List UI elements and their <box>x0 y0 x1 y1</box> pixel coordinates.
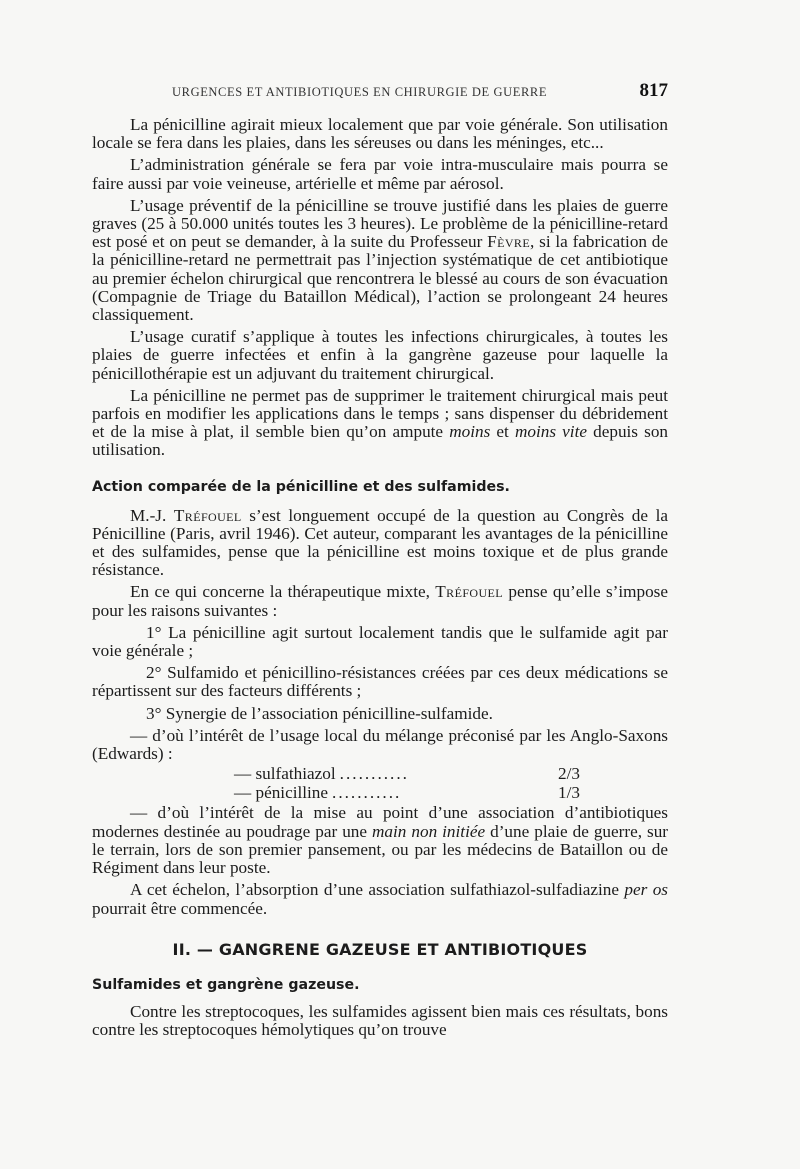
paragraph-powdering <box>92 804 668 877</box>
mixture-row <box>234 784 604 803</box>
text-run: et <box>496 422 509 442</box>
text-run: — d’où l’intérêt de la mise au point d’une association d’antibiotiques modernes destinée au poudrage par une <box>92 803 668 841</box>
paragraph-curative-use: L’usage curatif s’applique à toutes les infections chirurgicales, à toutes les plaies de guerre infectées et enfin à la gangrène gazeuse pour laquelle la pénicillothérapie est un adjuvant du traitement chirurgical. <box>92 327 668 383</box>
italic-text: per os <box>624 880 668 900</box>
subheading-action: Action comparée de la pénicilline et des sulfamides. <box>92 478 510 495</box>
page-number: 817 <box>639 80 668 101</box>
leader-dots: ........... <box>332 783 402 802</box>
mixture-value: 1/3 <box>558 782 580 802</box>
text-run: En ce qui concerne la thérapeutique mixte, <box>130 582 430 602</box>
text-run: pourrait être commencée. <box>92 898 268 918</box>
paragraph-mixed-therapy <box>92 583 668 619</box>
text-run: pense qu’elle s’impose pour les raisons suivantes : <box>92 582 669 620</box>
author-name: Tréfouel <box>435 582 503 602</box>
italic-text: main non initiée <box>372 821 486 841</box>
page-header <box>172 80 668 102</box>
text-run: M.-J. <box>130 505 167 525</box>
leader-dots: ........... <box>339 765 409 784</box>
text-run: , si la fabrication de la pénicilline-retard ne permettrait pas l’injection systématique de cet antibiotique au premier échelon chirurgical que rencontrera le blessé au cours de son évacuation (Compagnie de Triage du Bataillon Médical), l’action se prolongeant 24 heures classiquement. <box>92 232 669 325</box>
text-run: A cet échelon, l’absorption d’une association sulfathiazol-sulfadiazine <box>130 880 620 900</box>
paragraph-oral-absorption <box>92 881 668 917</box>
list-item: 3° Synergie de l’association pénicilline-sulfamide. <box>146 703 493 723</box>
italic-text: moins vite <box>514 422 587 442</box>
paragraph-local-mixture: — d’où l’intérêt de l’usage local du mélange préconisé par les Anglo-Saxons (Edwards) : <box>92 725 668 764</box>
paragraph-trefouel <box>92 507 668 580</box>
mixture-name: — pénicilline <box>234 782 329 802</box>
author-name: Tréfouel <box>173 505 242 525</box>
author-name: Fèvre <box>487 232 531 252</box>
paragraph-streptococci: Contre les streptocoques, les sulfamides agissent bien mais ces résultats, bons contre les streptocoques hémolytiques qu’on trouve <box>92 1001 668 1039</box>
mixture-row <box>234 765 604 784</box>
paragraph-local-use: La pénicilline agirait mieux localement que par voie générale. Son utilisation locale se fera dans les plaies, dans les séreuses ou dans les méninges, etc... <box>92 115 668 153</box>
text-run: L’usage préventif de la pénicilline se trouve justifié dans les plaies de guerre graves (25 à 50.000 unités toutes les 3 heures). Le problème de la pénicilline-retard est posé et on peut se demander, à la suite du Professeur <box>92 195 668 252</box>
mixture-value: 2/3 <box>558 764 580 784</box>
text-run: d’une plaie de guerre, sur le terrain, lors de son premier pansement, ou par les médecins de Bataillon ou de Régiment dans leur poste. <box>92 821 669 878</box>
subheading-sulfamides: Sulfamides et gangrène gazeuse. <box>92 976 360 993</box>
text-run: s’est longuement occupé de la question au Congrès de la Pénicilline (Paris, avril 1946). Cet auteur, comparant les avantages de la pénicilline et des sulfamides, pense que la pénicilline est moins toxique et de plus grande résistance. <box>92 505 668 580</box>
text-run: depuis son utilisation. <box>92 422 669 460</box>
reasons-list <box>92 624 668 723</box>
paragraph-preventive-use <box>92 197 668 324</box>
list-item: 1° La pénicilline agit surtout localement tandis que le sulfamide agit par voie générale ; <box>92 622 668 661</box>
mixture-name: — sulfathiazol <box>234 764 336 784</box>
paragraph-general-administration: L’administration générale se fera par voie intra-musculaire mais pourra se faire aussi par voie veineuse, artérielle et même par aérosol. <box>92 155 668 193</box>
text-run: La pénicilline ne permet pas de supprimer le traitement chirurgical mais peut parfois en modifier les applications dans le temps ; sans dispenser du débridement et de la mise à plat, il semble bien qu’on ampute <box>92 385 668 442</box>
list-item: 2° Sulfamido et pénicillino-résistances créées par ces deux médications se répartissent sur des facteurs différents ; <box>92 663 668 701</box>
page-body <box>92 116 668 1039</box>
running-head: URGENCES ET ANTIBIOTIQUES EN CHIRURGIE DE GUERRE <box>172 85 548 99</box>
section-heading: II. — GANGRENE GAZEUSE ET ANTIBIOTIQUES <box>172 939 588 959</box>
mixture-table <box>234 765 604 802</box>
paragraph-surgery <box>92 387 668 460</box>
italic-text: moins <box>449 422 491 442</box>
